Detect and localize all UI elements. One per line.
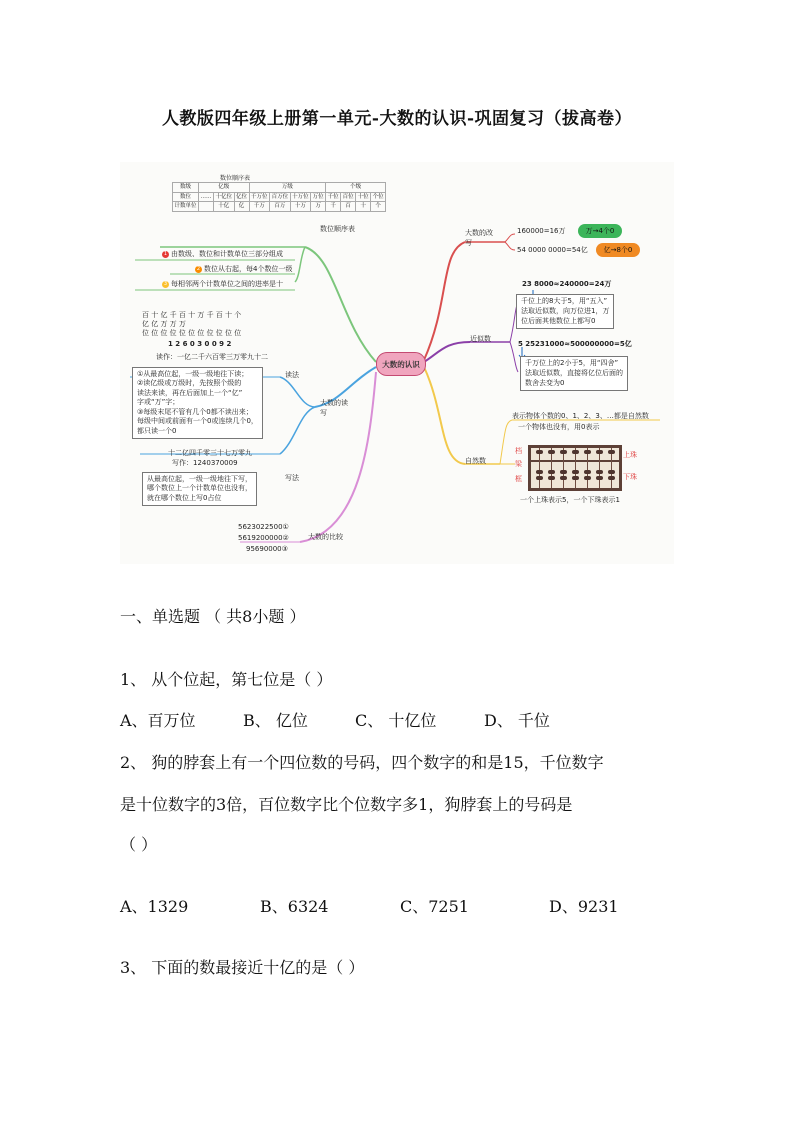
table-cell: 数位 <box>173 192 199 202</box>
question-1: 1、 从个位起，第七位是（ ） <box>120 670 333 689</box>
rewrite-example-2: 54 0000 0000=54亿 <box>517 246 588 254</box>
abacus-caption: 一个上珠表示5，一个下珠表示1 <box>520 496 620 504</box>
page-title: 人教版四年级上册第一单元-大数的认识-巩固复习（拔高卷） <box>161 109 633 129</box>
table-cell: 亿级 <box>199 183 250 193</box>
compare-item: 5619200000② <box>238 534 289 542</box>
table-cell: …… <box>199 192 214 202</box>
q1-option-c: C、 十亿位 <box>355 711 437 730</box>
table-cell: 千 <box>326 202 341 212</box>
rewrite-example-1: 160000=16万 <box>517 227 566 235</box>
approx-branch-label: 近似数 <box>470 335 491 343</box>
table-cell: 十万 <box>290 202 311 212</box>
natural-text-1: 表示物体个数的0、1、2、3、…都是自然数 <box>512 412 649 420</box>
table-cell: 个 <box>371 202 386 212</box>
question-3: 3、 下面的数最接近十亿的是（ ） <box>120 958 365 977</box>
abacus-image <box>528 445 622 491</box>
abacus-label-beam: 梁 <box>515 460 522 468</box>
place-value-table <box>172 182 386 212</box>
table-cell: 百 <box>341 202 356 212</box>
mind-map-center: 大数的认识 <box>376 352 426 376</box>
write-as: 写作：1240370009 <box>172 459 238 467</box>
approx-rule-1: 千位上的8大于5，用“五入” 法取近似数，向万位进1，万 位后面其他数位上都写0 <box>516 294 614 329</box>
table-cell: 计数单位 <box>173 202 199 212</box>
rewrite-pill-2: 亿→8个0 <box>596 243 640 257</box>
q1-option-a: A、百万位 <box>120 711 196 730</box>
order-item: 1 由数级、数位和计数单位三部分组成 <box>163 250 283 258</box>
place-digits: 1 2 6 0 3 0 0 9 2 <box>168 340 232 348</box>
table-cell: 个级 <box>326 183 386 193</box>
approx-example-2: 5 25231000≈500000000=5亿 <box>518 340 632 348</box>
table-cell: 万 <box>311 202 326 212</box>
number-2-icon: 2 <box>196 265 201 272</box>
table-cell: 十亿位 <box>214 192 235 202</box>
rewrite-branch-label: 大数的改写 <box>465 229 493 248</box>
table-cell: 十 <box>356 202 371 212</box>
table-cell: 千万 <box>249 202 270 212</box>
compare-item: 95690000③ <box>246 545 288 553</box>
order-branch-label: 数位顺序表 <box>320 225 355 233</box>
q2-option-b: B、6324 <box>260 897 329 916</box>
read-rules-box: ①从最高位起，一级一级地往下读； ②读亿级或万级时，先按照个级的 读法来读，再在后面加上一个“亿” 字或“万”字； ③每级末尾不管有几个0都不读出来； 每级中间或前面有一个0或连续几个0， 都只读一个0 <box>132 367 263 439</box>
table-cell <box>199 202 214 212</box>
section-heading: 一、单选题 （ 共8小题 ） <box>120 607 306 626</box>
abacus-label-frame: 框 <box>515 475 522 483</box>
table-cell: 亿 <box>234 202 249 212</box>
number-1-icon: 1 <box>163 250 168 257</box>
table-cell: 百万 <box>270 202 291 212</box>
natural-text-2: 一个物体也没有，用0表示 <box>518 423 600 431</box>
approx-rule-2: 千万位上的2小于5，用“四舍” 法取近似数，直接将亿位后面的 数舍去变为0 <box>520 356 628 391</box>
number-3-icon: 3 <box>163 280 168 287</box>
write-rules-box: 从最高位起，一级一级地往下写， 哪个数位上一个计数单位也没有， 就在哪个数位上写0占位 <box>142 472 257 506</box>
compare-branch-label: 大数的比较 <box>308 533 343 541</box>
place-table-title: 数位顺序表 <box>220 175 251 182</box>
approx-example-1: 23 8000≈240000=24万 <box>522 280 612 288</box>
abacus-label-rod: 档 <box>515 447 522 455</box>
abacus-upper-bead-label: 上珠 <box>623 451 637 459</box>
table-cell: 千位 <box>326 192 341 202</box>
write-branch-label: 写法 <box>285 474 299 482</box>
table-cell: 十位 <box>356 192 371 202</box>
write-example: 十二亿四千零三十七万零九 <box>168 449 252 457</box>
q1-option-b: B、 亿位 <box>243 711 308 730</box>
q2-option-d: D、9231 <box>549 897 619 916</box>
read-example: 读作：一亿二千六百零三万零九十二 <box>156 353 268 361</box>
mind-map-figure <box>120 162 674 564</box>
place-header-2: 亿 亿 万 万 万 <box>142 320 186 328</box>
table-cell: 千万位 <box>249 192 270 202</box>
place-header-3: 位 位 位 位 位 位 位 位 位 位 位 <box>142 329 242 337</box>
abacus-lower-bead-label: 下珠 <box>623 473 637 481</box>
question-2-line-3: （ ） <box>120 835 158 854</box>
order-item: 2 数位从右起，每4个数位一级 <box>196 265 293 273</box>
table-cell: 万位 <box>311 192 326 202</box>
table-cell: 个位 <box>371 192 386 202</box>
natural-branch-label: 自然数 <box>465 457 486 465</box>
table-cell: 亿位 <box>234 192 249 202</box>
table-cell: 百万位 <box>270 192 291 202</box>
q1-option-d: D、 千位 <box>484 711 550 730</box>
compare-item: 5623022500① <box>238 523 289 531</box>
question-2-line-2: 是十位数字的3倍，百位数字比个位数字多1，狗脖套上的号码是 <box>120 795 573 814</box>
read-write-branch-label: 大数的读写 <box>320 399 348 418</box>
q2-option-a: A、1329 <box>120 897 189 916</box>
rewrite-pill-1: 万→4个0 <box>578 224 622 238</box>
table-cell: 百位 <box>341 192 356 202</box>
table-cell: 数级 <box>173 183 199 193</box>
question-2-line-1: 2、 狗的脖套上有一个四位数的号码，四个数字的和是15，千位数字 <box>120 753 604 772</box>
table-cell: 十万位 <box>290 192 311 202</box>
table-cell: 万级 <box>249 183 326 193</box>
table-cell: 十亿 <box>214 202 235 212</box>
place-header: 百 十 亿 千 百 十 万 千 百 十 个 <box>142 311 242 319</box>
order-item: 3 每相邻两个计数单位之间的进率是十 <box>163 280 283 288</box>
read-branch-label: 读法 <box>285 371 299 379</box>
q2-option-c: C、7251 <box>400 897 469 916</box>
